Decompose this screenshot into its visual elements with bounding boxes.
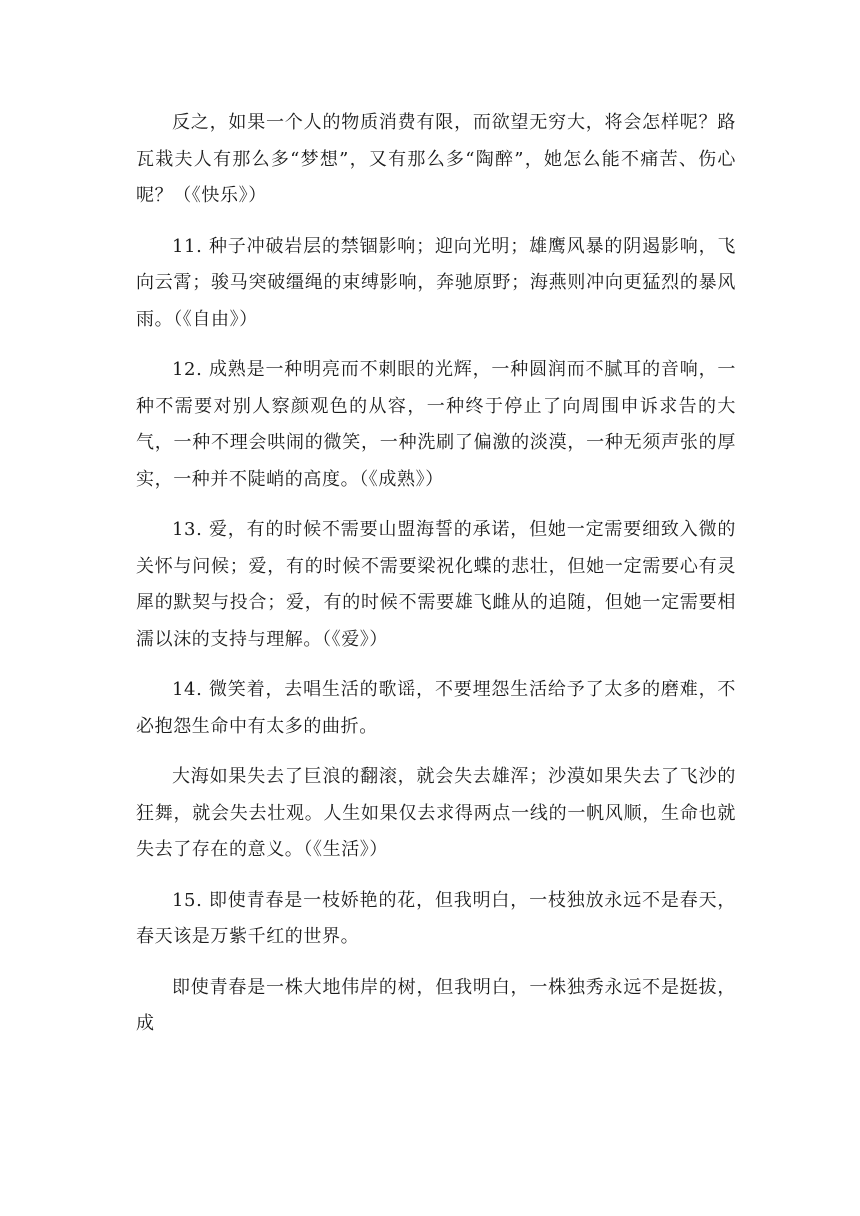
paragraph-text: 13. 爱，有的时候不需要山盟海誓的承诺，但她一定需要细致入微的关怀与问候；爱，有的时候不需要梁祝化蝶的悲壮，但她一定需要心有灵犀的默契与投合；爱，有的时候不需要雄飞雌从的追随，但她一定需要相濡以沫的支持与理解。 xyxy=(136,519,736,650)
source-citation: （《生活》） xyxy=(303,839,389,860)
paragraph-text: 大海如果失去了巨浪的翻滚，就会失去雄浑；沙漠如果失去了飞沙的狂舞，就会失去壮观。人生如果仅去求得两点一线的一帆风顺，生命也就失去了存在的意义。 xyxy=(136,766,736,860)
paragraph-text: 12. 成熟是一种明亮而不刺眼的光辉，一种圆润而不腻耳的音响，一种不需要对别人察颜观色的从容，一种终于停止了向周围申诉求告的大气，一种不理会哄闹的微笑，一种洗刷了偏激的淡漠，一种无须声张的厚实，一种并不陡峭的高度。 xyxy=(136,359,736,490)
source-citation: （《快乐》） xyxy=(173,185,267,206)
paragraph-14-life-continued xyxy=(136,759,736,869)
paragraph-11-freedom xyxy=(136,229,736,339)
paragraph-15-youth xyxy=(136,883,736,956)
paragraph-text: 即使青春是一株大地伟岸的树，但我明白，一株独秀永远不是挺拔，成 xyxy=(136,976,736,1034)
paragraph-12-maturity xyxy=(136,352,736,498)
source-citation: （《自由》） xyxy=(173,308,258,330)
paragraph-text: 反之，如果一个人的物质消费有限，而欲望无穷大，将会怎样呢？路瓦栽夫人有那么多“梦想”，又有那么多“陶醉”，她怎么能不痛苦、伤心呢？ xyxy=(136,112,736,206)
paragraph-13-love xyxy=(136,512,736,658)
source-citation: （《成熟》） xyxy=(359,468,444,490)
paragraph-text: 15. 即使青春是一枝娇艳的花，但我明白，一枝独放永远不是春天，春天该是万紫千红的世界。 xyxy=(136,889,736,947)
paragraph-14-life xyxy=(136,672,736,745)
source-citation: （《爱》） xyxy=(322,628,388,650)
paragraph-happiness xyxy=(136,105,736,215)
paragraph-text: 14. 微笑着，去唱生活的歌谣，不要埋怨生活给予了太多的磨难，不必抱怨生命中有太多的曲折。 xyxy=(136,679,736,737)
paragraph-text: 11. 种子冲破岩层的禁锢影响；迎向光明；雄鹰风暴的阴遏影响，飞向云霄；骏马突破缰绳的束缚影响，奔驰原野；海燕则冲向更猛烈的暴风雨。 xyxy=(136,235,736,330)
paragraph-15-youth-continued xyxy=(136,970,736,1043)
